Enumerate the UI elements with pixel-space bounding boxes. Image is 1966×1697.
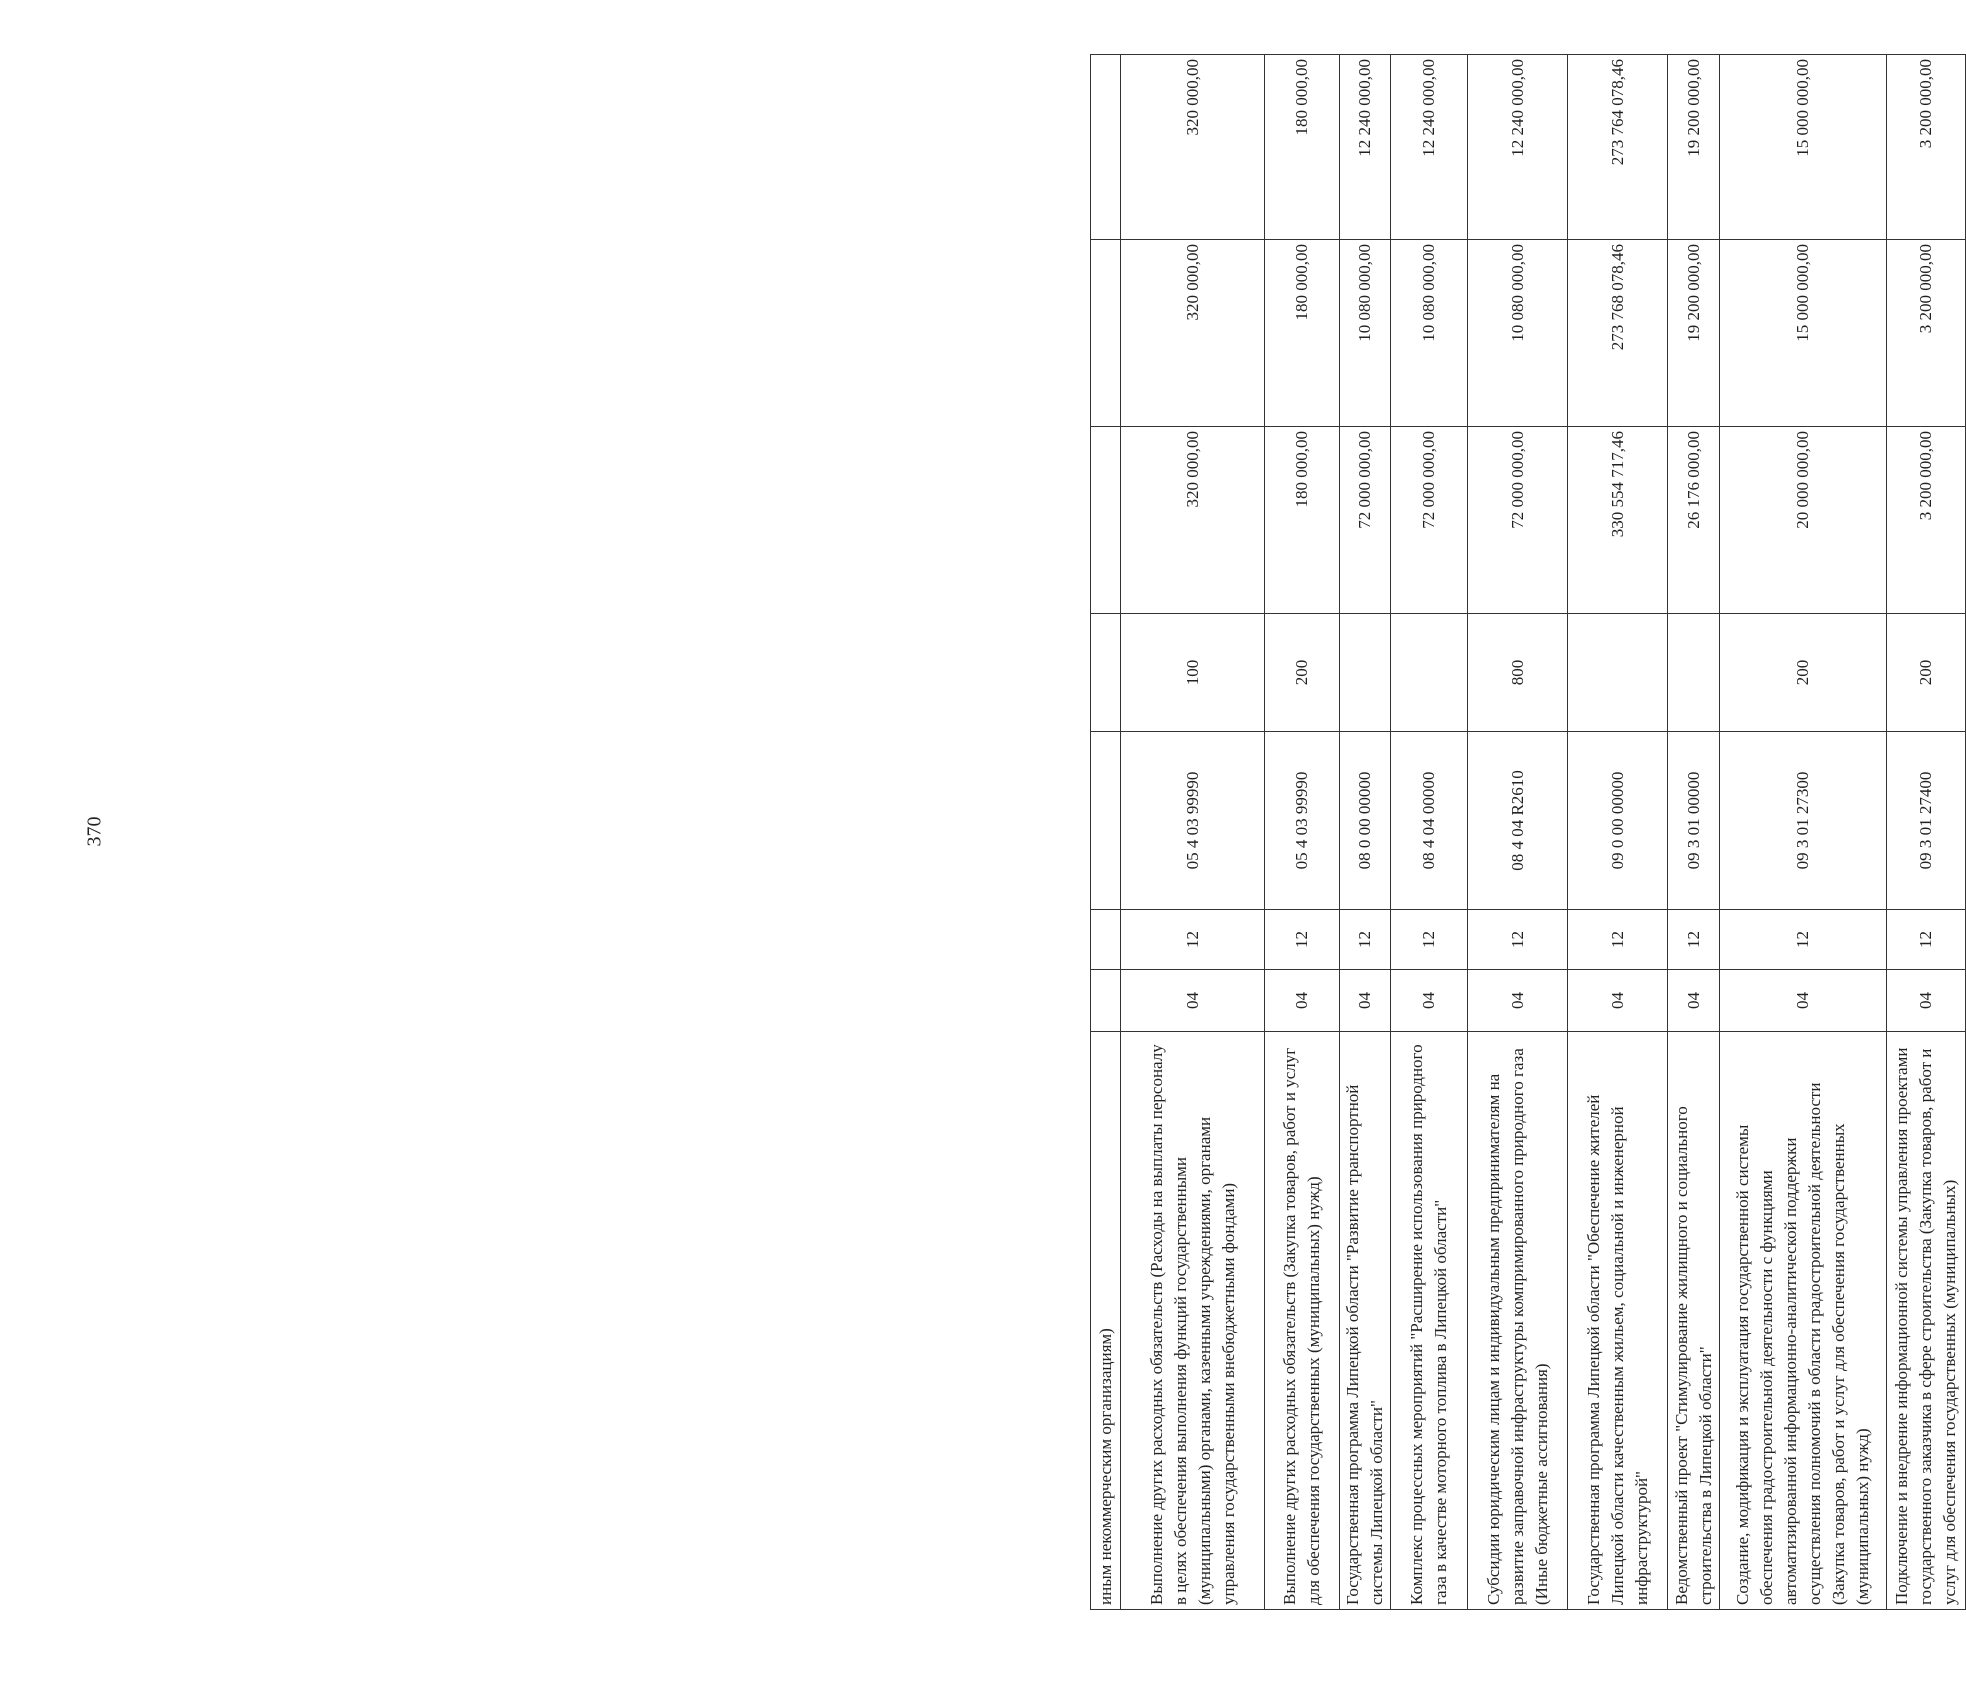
target-article-code: 09 3 01 00000: [1668, 732, 1720, 910]
target-article-code: 09 0 00 00000: [1568, 732, 1668, 910]
table-row: [1468, 55, 1568, 1610]
amount-year-1: 330 554 717,46: [1568, 427, 1668, 614]
target-article-code: 05 4 03 99990: [1121, 732, 1265, 910]
chapter-code: 04: [1391, 970, 1468, 1032]
rotated-table-container: [1090, 50, 1959, 1610]
amount-year-3: 12 240 000,00: [1468, 55, 1568, 240]
amount-year-1: 180 000,00: [1265, 427, 1340, 614]
target-article-code: 05 4 03 99990: [1265, 732, 1340, 910]
table-row: [1265, 55, 1340, 1610]
row-description: Подключение и внедрение информационной системы управления проектами государственного заказчика в сфере строительства (Закупка товаров, работ и услуг для обеспечения государственных (муниципальных): [1887, 1032, 1966, 1610]
amount-year-2: 180 000,00: [1265, 240, 1340, 427]
row-description: Ведомственный проект "Стимулирование жилищного и социального строительства в Липецкой области": [1668, 1032, 1720, 1610]
section-code: 12: [1391, 910, 1468, 970]
amount-year-2: 15 000 000,00: [1720, 240, 1887, 427]
row-description: Создание, модификация и эксплуатация государственной системы обеспечения градостроительной деятельности с функциями автоматизированной информационно-аналитической поддержки осуществления полномочий в области градостроительной деятельности (Закупка товаров, работ и услуг для обеспечения государственных (муниципальных) нужд): [1720, 1032, 1887, 1610]
section-code: 12: [1887, 910, 1966, 970]
expense-type-code: 800: [1468, 614, 1568, 732]
amount-year-3: 180 000,00: [1265, 55, 1340, 240]
chapter-code: 04: [1265, 970, 1340, 1032]
amount-year-3: 15 000 000,00: [1720, 55, 1887, 240]
amount-year-1: 320 000,00: [1121, 427, 1265, 614]
amount-year-2: 10 080 000,00: [1340, 240, 1391, 427]
section-code: 12: [1468, 910, 1568, 970]
amount-year-3: 320 000,00: [1121, 55, 1265, 240]
chapter-code: 04: [1121, 970, 1265, 1032]
amount-year-2: 10 080 000,00: [1391, 240, 1468, 427]
row-description: иным некоммерческим организациям): [1091, 1032, 1121, 1610]
section-code: 12: [1340, 910, 1391, 970]
table-row: [1340, 55, 1391, 1610]
amount-year-1: 20 000 000,00: [1720, 427, 1887, 614]
amount-year-3: 273 764 078,46: [1568, 55, 1668, 240]
row-description: Субсидии юридическим лицам и индивидуальным предпринимателям на развитие заправочной инфраструктуры компримированного природного газа (Иные бюджетные ассигнования): [1468, 1032, 1568, 1610]
chapter-code: 04: [1340, 970, 1391, 1032]
amount-year-2: [1091, 240, 1121, 427]
expense-type-code: 200: [1720, 614, 1887, 732]
amount-year-3: 19 200 000,00: [1668, 55, 1720, 240]
expense-type-code: 200: [1265, 614, 1340, 732]
target-article-code: 08 4 04 R2610: [1468, 732, 1568, 910]
amount-year-1: 72 000 000,00: [1468, 427, 1568, 614]
target-article-code: 08 0 00 00000: [1340, 732, 1391, 910]
row-description: Государственная программа Липецкой области "Обеспечение жителей Липецкой области качественным жильем, социальной и инженерной инфраструктурой": [1568, 1032, 1668, 1610]
table-row: [1887, 55, 1966, 1610]
expense-type-code: [1091, 614, 1121, 732]
target-article-code: 08 4 04 00000: [1391, 732, 1468, 910]
amount-year-1: 26 176 000,00: [1668, 427, 1720, 614]
table-row: [1121, 55, 1265, 1610]
chapter-code: 04: [1568, 970, 1668, 1032]
expense-type-code: [1568, 614, 1668, 732]
amount-year-2: 10 080 000,00: [1468, 240, 1568, 427]
expense-type-code: 100: [1121, 614, 1265, 732]
chapter-code: 04: [1668, 970, 1720, 1032]
expense-type-code: [1340, 614, 1391, 732]
table-row: [1720, 55, 1887, 1610]
table-row: [1091, 55, 1121, 1610]
section-code: [1091, 910, 1121, 970]
amount-year-1: 72 000 000,00: [1391, 427, 1468, 614]
amount-year-2: 273 768 078,46: [1568, 240, 1668, 427]
chapter-code: [1091, 970, 1121, 1032]
page-number: 370: [83, 816, 106, 847]
section-code: 12: [1668, 910, 1720, 970]
table-body: [1091, 55, 1966, 1610]
amount-year-2: 320 000,00: [1121, 240, 1265, 427]
amount-year-1: 3 200 000,00: [1887, 427, 1966, 614]
amount-year-1: 72 000 000,00: [1340, 427, 1391, 614]
expense-type-code: [1668, 614, 1720, 732]
table-row: [1668, 55, 1720, 1610]
chapter-code: 04: [1720, 970, 1887, 1032]
target-article-code: 09 3 01 27300: [1720, 732, 1887, 910]
row-description: Государственная программа Липецкой области "Развитие транспортной системы Липецкой области": [1340, 1032, 1391, 1610]
budget-table: [1090, 54, 1966, 1610]
amount-year-3: 12 240 000,00: [1340, 55, 1391, 240]
section-code: 12: [1265, 910, 1340, 970]
row-description: Выполнение других расходных обязательств (Расходы на выплаты персоналу в целях обеспечения выполнения функций государственными (муниципальными) органами, казенными учреждениями, органами управления государственными внебюджетными фондами): [1121, 1032, 1265, 1610]
amount-year-2: 19 200 000,00: [1668, 240, 1720, 427]
amount-year-3: 12 240 000,00: [1391, 55, 1468, 240]
amount-year-3: 3 200 000,00: [1887, 55, 1966, 240]
table-row: [1391, 55, 1468, 1610]
chapter-code: 04: [1468, 970, 1568, 1032]
amount-year-2: 3 200 000,00: [1887, 240, 1966, 427]
amount-year-1: [1091, 427, 1121, 614]
expense-type-code: [1391, 614, 1468, 732]
expense-type-code: 200: [1887, 614, 1966, 732]
chapter-code: 04: [1887, 970, 1966, 1032]
section-code: 12: [1568, 910, 1668, 970]
target-article-code: 09 3 01 27400: [1887, 732, 1966, 910]
target-article-code: [1091, 732, 1121, 910]
section-code: 12: [1720, 910, 1887, 970]
row-description: Выполнение других расходных обязательств (Закупка товаров, работ и услуг для обеспечения государственных (муниципальных) нужд): [1265, 1032, 1340, 1610]
section-code: 12: [1121, 910, 1265, 970]
table-row: [1568, 55, 1668, 1610]
row-description: Комплекс процессных мероприятий "Расширение использования природного газа в качестве моторного топлива в Липецкой области": [1391, 1032, 1468, 1610]
amount-year-3: [1091, 55, 1121, 240]
